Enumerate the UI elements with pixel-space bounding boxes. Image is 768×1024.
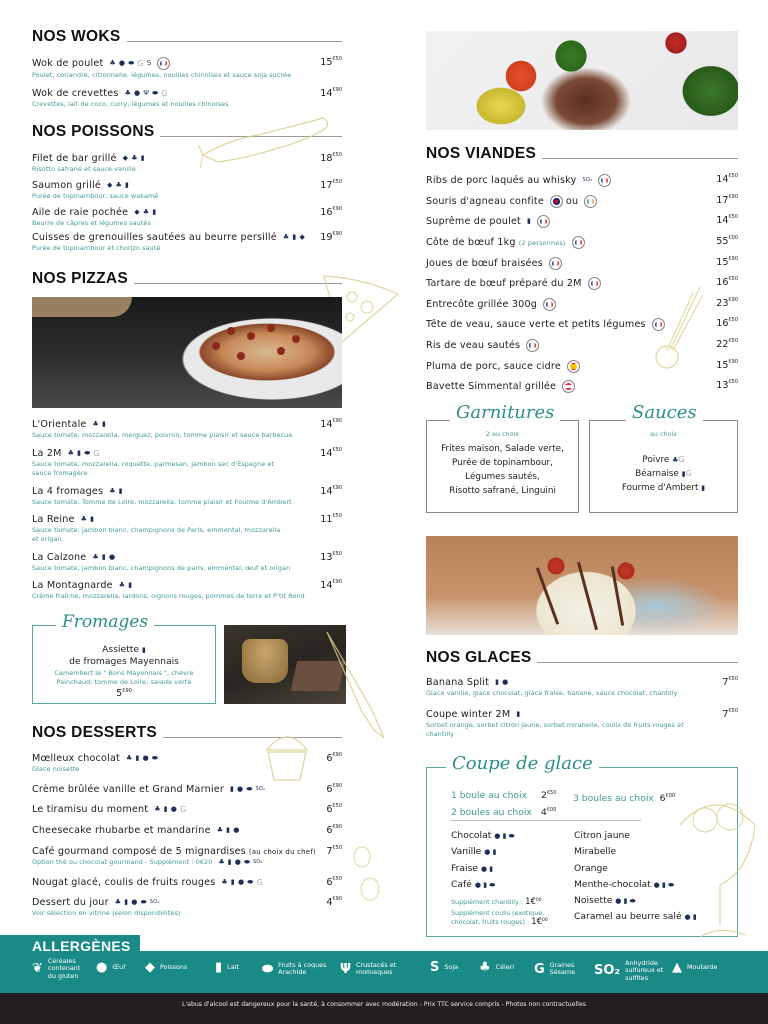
garnitures-content: 2 au choix Frites maison, Salade verte, Purée de topinambour, Légumes sautés, Risotto safrané, Linguini [441, 430, 564, 496]
garnitures-title: Garnitures [450, 402, 560, 423]
coupe-option-3: 3 boules au choix $6^{€00}$ [573, 793, 676, 805]
flavors-left: Chocolat ● ▮ ⬬ Vanille ● ▮ Fraise ● ▮ Café ● ▮ ⬬ [451, 830, 515, 890]
allergen-nuts: ⬬ Fruits à coques Arachide [262, 961, 327, 977]
peanut-icon: ⬬ [262, 961, 274, 977]
price: $14^{€90}$ [320, 87, 342, 99]
sesame-icon: G [534, 961, 545, 977]
section-title-woks: NOS WOKS [32, 28, 342, 46]
wheat-icon: ❦ [32, 961, 43, 977]
allergen-crustaceans: Ψ Crustacés et mollusques [340, 961, 397, 977]
menu-item: Souris d'agneau confite ou $17^{€90}$ [426, 194, 738, 207]
coupe-title: Coupe de glace [446, 753, 599, 774]
menu-item: Tête de veau, sauce verte et petits légumes $16^{€50}$ [426, 317, 738, 330]
section-title-pizzas: NOS PIZZAS [32, 270, 342, 288]
menu-item: Pluma de porc, sauce cidre $15^{€90}$ [426, 359, 738, 372]
price: $15^{€50}$ [320, 56, 342, 68]
origin-france-icon [526, 339, 539, 352]
menu-item: Joues de bœuf braisées $15^{€90}$ [426, 256, 738, 269]
origin-austria-icon [562, 380, 575, 393]
menu-item: La Calzone ♣ ▮ ● Sauce tomate, jambon blanc, champignons de paris, emmental, œuf et origan $13^{€50}$ [32, 551, 342, 572]
coupe-supplements: Supplément chantilly : 1€$^{00}$ Supplément coulis (exotique, chocolat, fruits rouges) : 1€$^{00}$ [451, 897, 548, 928]
allergens-title: ALLERGÈNES [32, 938, 131, 954]
origin-spain-icon [567, 360, 580, 373]
allergen-gluten: ❦ Céréales contenant du gluten [32, 957, 81, 980]
menu-item: Mœlleux chocolat ♣ ▮ ● ⬬ Glace noisette $6^{€90}$ [32, 752, 342, 773]
menu-item: Côte de bœuf 1kg (2 personnes) $55^{€00}$ [426, 235, 738, 248]
menu-item: Suprême de poulet ▮ $14^{€50}$ [426, 214, 738, 227]
fish-icon: ◆ [145, 960, 155, 975]
section-title-poissons: NOS POISSONS [32, 123, 342, 141]
menu-item: Cuisses de grenouilles sautées au beurre persillé ♣ ▮ ◆ Purée de topinambour et chorizo sauté $19^{€90}$ [32, 231, 342, 252]
menu-item: Café gourmand composé de 5 mignardises (au choix du chef) Option thé ou chocolat gourmand - Supplément : 0€20 ♣ ▮ ● ⬬ SO₂ $7^{€50}$ [32, 845, 342, 866]
menu-item: Filet de bar grillé ◆ ♣ ▮ Risotto safrané et sauce vanille $18^{€50}$ [32, 152, 342, 173]
origin-france-icon [549, 257, 562, 270]
origin-france-icon [598, 174, 611, 187]
origin-france-icon [537, 215, 550, 228]
menu-item: La Reine ♣ ▮ Sauce tomate, jambon blanc, champignons de Paris, emmental, mozzarella et origan $11^{€50}$ [32, 513, 342, 543]
menu-item: Ris de veau sautés $22^{€50}$ [426, 338, 738, 351]
menu-item: L'Orientale ♣ ▮ Sauce tomate, mozzarella, merguez, poivron, tomme plaisir et sauce barbecue $14^{€90}$ [32, 418, 342, 439]
menu-item: Wok de crevettes ♣ ● Ψ ⬬ G Crevettes, lait de coco, curry, légumes et nouilles chinoises $14^{€90}$ [32, 87, 342, 108]
allergen-celery: ♣ Céleri [479, 960, 515, 975]
fromages-content: Assiette ▮ de fromages Mayennais Camembert le " Bons Mayennais ", chèvre Painchaud, tomme de Loire, salade verte $5^{€90}$ [54, 644, 194, 700]
origin-uk-icon [550, 195, 563, 208]
origin-france-icon [588, 277, 601, 290]
menu-item: Wok de poulet ♣ ● ⬬ G S Poulet, coriandre, citronnelle, légumes, nouilles chinoises et sauce soja sucrée $15^{€50}$ [32, 56, 342, 79]
allergen-egg: ● Œuf [96, 960, 126, 975]
allergen-sulfites: SO₂ Anhydride sulfureux et sulfites [594, 959, 664, 982]
allergen-sesame: G Graines Sésame [534, 961, 576, 977]
flavors-right: Citron jaune Mirabelle Orange Menthe-chocolat ● ▮ ⬬ Noisette ● ▮ ⬬ Caramel au beurre salé ● ▮ [574, 830, 697, 923]
menu-item: Nougat glacé, coulis de fruits rouges ♣ ▮ ● ⬬ G $6^{€50}$ [32, 876, 342, 888]
menu-item: Banana Split ▮ ● Glace vanille, glace chocolat, glace fraise, banane, sauce chocolat, chantilly $7^{€50}$ [426, 676, 738, 697]
origin-ireland-icon [584, 195, 597, 208]
sundae-glass-illustration-icon [670, 775, 765, 945]
origin-france-icon [157, 57, 170, 70]
sulfite-icon: SO₂ [594, 963, 621, 979]
section-title-viandes: NOS VIANDES [426, 145, 738, 163]
milk-icon: ▮ [215, 960, 223, 975]
menu-item: Saumon grillé ◆ ♣ ▮ Purée de topinambour, sauce wakamé $17^{€50}$ [32, 179, 342, 200]
menu-item: Aile de raie pochée ◆ ♣ ▮ Beurre de câpres et légumes sautés $16^{€90}$ [32, 206, 342, 227]
egg-icon: ● [96, 960, 108, 975]
allergen-soy: S Soja [430, 960, 459, 975]
allergen-milk: ▮ Lait [215, 960, 239, 975]
menu-item: Cheesecake rhubarbe et mandarine ♣ ▮ ● $6^{€90}$ [32, 824, 342, 836]
pizza-photo [32, 297, 342, 408]
menu-item: La 4 fromages ♣ ▮ Sauce tomate, Tomme de Loire, mozzarella, tomme plaisir et Fourme d'Ambert $14^{€90}$ [32, 485, 342, 506]
menu-item: Dessert du jour ♣ ▮ ● ⬬ SO₂ Voir sélection en vitrine (selon disponibilités) $4^{€90}$ [32, 896, 342, 917]
legal-footer: L'abus d'alcool est dangereux pour la santé, à consommer avec modération - Prix TTC service compris - Photos non contractuelles [0, 993, 768, 1024]
allergen-fish: ◆ Poissons [145, 960, 188, 975]
menu-item: Coupe winter 2M ▮ Sorbet orange, sorbet citron jaune, sorbet mirabelle, coulis de fruits rouges et chantilly $7^{€50}$ [426, 708, 738, 738]
section-title-glaces: NOS GLACES [426, 649, 738, 667]
lobster-icon: Ψ [340, 961, 352, 977]
mustard-icon: ▲ [672, 960, 682, 975]
menu-item: Ribs de porc laqués au whisky SO₂ $14^{€50}$ [426, 173, 738, 186]
allergen-icons: ♣ ● Ψ ⬬ G [124, 88, 168, 98]
menu-item: Entrecôte grillée 300g $23^{€90}$ [426, 297, 738, 310]
origin-france-icon [543, 298, 556, 311]
coupe-divider [451, 820, 641, 821]
menu-item: Tartare de bœuf préparé du 2M $16^{€50}$ [426, 276, 738, 289]
sauces-title: Sauces [626, 402, 703, 423]
menu-item: Le tiramisu du moment ♣ ▮ ● G $6^{€50}$ [32, 803, 342, 815]
menu-item: Crème brûlée vanille et Grand Marnier ▮ ● ⬬ SO₂ $6^{€90}$ [32, 783, 342, 795]
celery-icon: ♣ [479, 960, 491, 975]
allergen-icons: ♣ ● ⬬ G S [109, 58, 152, 68]
onion-illustration-icon [645, 285, 705, 375]
strawberry-illustration-icon [350, 845, 380, 905]
soy-icon: S [430, 960, 440, 975]
allergen-mustard: ▲ Moutarde [672, 960, 718, 975]
section-title-desserts: NOS DESSERTS [32, 724, 342, 742]
sauces-content: au choix Poivre ♣G Béarnaise ▮G Fourme d'Ambert ▮ [621, 430, 706, 493]
origin-france-icon [572, 236, 585, 249]
fromages-title: Fromages [56, 612, 154, 632]
menu-item: La Montagnarde ♣ ▮ Crème fraîche, mozzarella, lardons, oignons rouges, pommes de terre et P'tit Rond $14^{€90}$ [32, 579, 342, 600]
menu-item: La 2M ♣ ▮ ⬬ G Sauce tomate, mozzarella, roquette, parmesan, jambon sec d'Espagne et sauce fromagère $14^{€50}$ [32, 447, 342, 477]
menu-item: Bavette Simmental grillée $13^{€50}$ [426, 379, 738, 392]
ice-cream-photo [426, 536, 738, 635]
coupe-options: 1 boule au choix $2^{€50}$ 2 boules au choix $4^{€00}$ [451, 790, 557, 819]
steak-photo [426, 31, 738, 130]
